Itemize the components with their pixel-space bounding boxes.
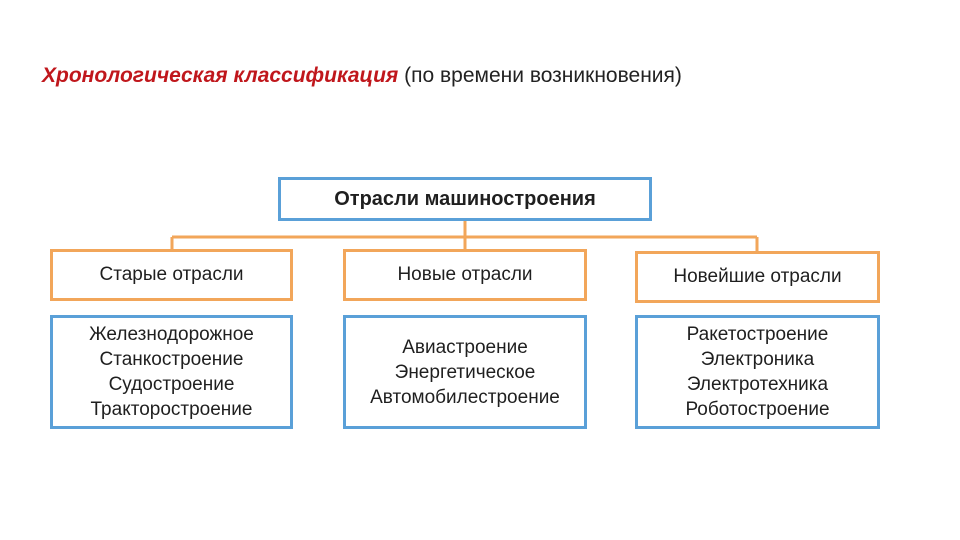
category-new-label: Новые отрасли [397, 264, 533, 285]
list-item: Станкостроение [99, 349, 244, 370]
slide-title-subtitle: (по времени возникновения) [398, 64, 682, 87]
list-item: Электроника [700, 349, 815, 370]
root-node [278, 177, 652, 221]
root-node-label: Отрасли машиностроения [334, 187, 596, 210]
items-new [343, 315, 587, 429]
list-item: Судостроение [108, 374, 235, 395]
list-item: Энергетическое [394, 361, 536, 383]
list-item: Железнодорожное [89, 324, 254, 345]
list-item: Роботостроение [685, 399, 830, 420]
list-item: Автомобилестроение [370, 386, 560, 408]
category-old-label: Старые отрасли [99, 264, 244, 285]
list-item: Тракторостроение [90, 399, 253, 420]
category-new [343, 249, 587, 301]
items-newest [635, 315, 880, 429]
slide-title-accent: Хронологическая классификация [42, 64, 399, 87]
list-item: Ракетостроение [686, 324, 829, 345]
items-old [50, 315, 293, 429]
category-newest [635, 251, 880, 303]
category-old [50, 249, 293, 301]
list-item: Авиастроение [402, 336, 528, 358]
category-newest-label: Новейшие отрасли [673, 266, 842, 287]
list-item: Электротехника [686, 374, 829, 395]
